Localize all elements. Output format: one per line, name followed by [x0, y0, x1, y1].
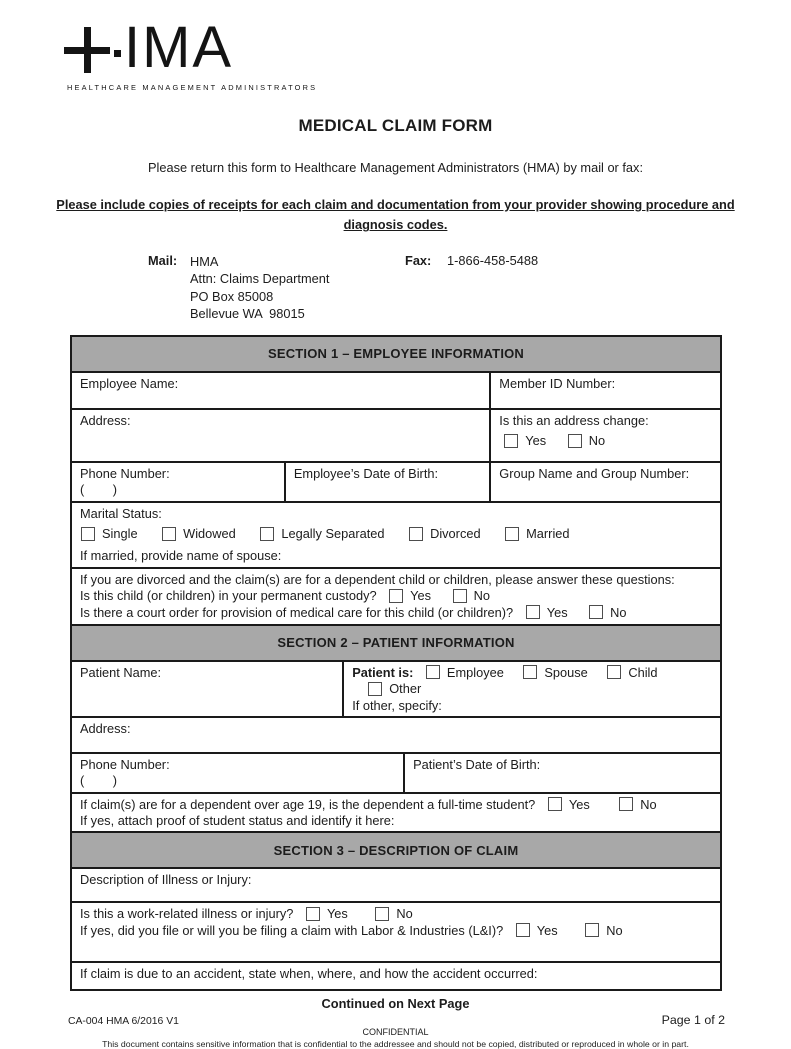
member-id-cell: [489, 373, 720, 408]
checkbox-marital-legally-separated[interactable]: [260, 527, 274, 541]
patient-address-label: Address:: [80, 720, 131, 736]
checkbox-custody-yes[interactable]: [389, 589, 403, 603]
employee-address-label: Address:: [80, 412, 131, 428]
patient-phone-label: Phone Number:: [80, 756, 170, 772]
no-label: No: [610, 604, 627, 620]
mail-line: Bellevue WA 98015: [190, 306, 305, 322]
employee-phone-cell: [72, 463, 284, 501]
marital-married-label: Married: [526, 526, 570, 542]
checkbox-patient-is-child[interactable]: [607, 665, 621, 679]
lni-question: If yes, did you file or will you be filing a claim with Labor & Industries (L&I)?: [80, 922, 504, 938]
patient-phone-cell: [72, 754, 403, 792]
no-label: No: [588, 433, 606, 449]
page-title: MEDICAL CLAIM FORM: [298, 116, 493, 135]
checkbox-patient-is-other[interactable]: [368, 682, 382, 696]
patient-dob-label: Patient’s Date of Birth:: [413, 756, 541, 772]
checkbox-work-related-yes[interactable]: [306, 907, 320, 921]
employee-phone-label: Phone Number:: [80, 465, 170, 481]
dependent-student-cell: [72, 794, 720, 832]
medical-claim-form-page: [0, 15, 791, 1049]
divorced-intro: If you are divorced and the claim(s) are for a dependent child or children, please answer these questions:: [80, 571, 675, 587]
patient-is-cell: [342, 662, 720, 716]
checkbox-marital-widowed[interactable]: [162, 527, 176, 541]
patient-is-label: Patient is:: [352, 664, 414, 680]
patient-dob-cell: [403, 754, 720, 792]
student-proof-note: If yes, attach proof of student status and identify it here:: [80, 813, 395, 829]
intro-text: Please return this form to Healthcare Management Administrators (HMA) by mail or fax:: [148, 160, 643, 175]
checkbox-lni-yes[interactable]: [516, 923, 530, 937]
checkbox-custody-no[interactable]: [453, 589, 467, 603]
checkbox-address-change-yes[interactable]: [504, 434, 518, 448]
checkbox-court-order-no[interactable]: [589, 605, 603, 619]
employee-name-cell: [72, 373, 489, 408]
form-code: CA-004 HMA 6/2016 V1: [68, 1016, 179, 1028]
receipts-instruction: Please include copies of receipts for each claim and documentation from your provider showing procedure and diagnosis codes.: [56, 197, 735, 233]
phone-parens: ( ): [80, 773, 117, 789]
no-label: No: [606, 922, 623, 938]
fax-label: Fax:: [405, 252, 432, 268]
claim-form-table: [70, 335, 722, 992]
patient-name-label: Patient Name:: [80, 664, 162, 680]
mail-line: HMA: [190, 253, 219, 269]
yes-label: Yes: [568, 796, 590, 812]
patient-address-cell: [72, 718, 720, 752]
marital-single-label: Single: [102, 526, 138, 542]
yes-label: Yes: [410, 588, 432, 604]
checkbox-lni-no[interactable]: [585, 923, 599, 937]
custody-question: Is this child (or children) in your permanent custody?: [80, 588, 377, 604]
patient-is-child-label: Child: [628, 664, 658, 680]
address-change-cell: [489, 410, 720, 461]
divorced-questions-cell: [72, 569, 720, 624]
checkbox-address-change-no[interactable]: [568, 434, 582, 448]
patient-name-cell: [72, 662, 342, 716]
work-related-question: Is this a work-related illness or injury?: [80, 906, 294, 922]
no-label: No: [640, 796, 657, 812]
checkbox-work-related-no[interactable]: [375, 907, 389, 921]
member-id-label: Member ID Number:: [499, 375, 616, 391]
work-related-cell: [72, 903, 720, 961]
confidential-label: CONFIDENTIAL: [362, 1027, 429, 1038]
patient-is-employee-label: Employee: [446, 664, 504, 680]
phone-parens: ( ): [80, 482, 117, 498]
marital-widowed-label: Widowed: [183, 526, 236, 542]
employee-dob-label: Employee’s Date of Birth:: [293, 465, 439, 481]
yes-label: Yes: [326, 906, 348, 922]
checkbox-marital-married[interactable]: [505, 527, 519, 541]
illness-description-label: Description of Illness or Injury:: [80, 872, 252, 888]
section1-header: SECTION 1 – EMPLOYEE INFORMATION: [72, 337, 720, 371]
employee-address-cell: [72, 410, 489, 461]
employee-dob-cell: [284, 463, 489, 501]
section2-header: SECTION 2 – PATIENT INFORMATION: [72, 626, 720, 660]
checkbox-marital-single[interactable]: [81, 527, 95, 541]
yes-label: Yes: [536, 922, 558, 938]
no-label: No: [473, 588, 490, 604]
mail-fax-block: [0, 253, 791, 327]
no-label: No: [396, 906, 413, 922]
logo-tagline: HEALTHCARE MANAGEMENT ADMINISTRATORS: [67, 83, 318, 92]
checkbox-court-order-yes[interactable]: [526, 605, 540, 619]
logo-dot-icon: [114, 50, 121, 57]
patient-is-spouse-label: Spouse: [544, 664, 588, 680]
mail-address: [190, 253, 329, 323]
marital-legally-separated-label: Legally Separated: [281, 526, 385, 542]
marital-status-label: Marital Status:: [80, 505, 162, 521]
court-order-question: Is there a court order for provision of medical care for this child (or children)?: [80, 604, 514, 620]
yes-label: Yes: [546, 604, 568, 620]
continued-note: Continued on Next Page: [321, 996, 470, 1012]
mail-line: Attn: Claims Department: [190, 271, 330, 287]
illness-description-cell: [72, 869, 720, 901]
checkbox-student-no[interactable]: [619, 797, 633, 811]
logo-text: IMA: [124, 15, 234, 80]
fax-number: 1-866-458-5488: [447, 252, 539, 268]
mail-label: Mail:: [148, 252, 178, 268]
group-cell: [489, 463, 720, 501]
spouse-name-label: If married, provide name of spouse:: [80, 548, 282, 564]
yes-label: Yes: [525, 433, 547, 449]
mail-line: PO Box 85008: [190, 288, 274, 304]
marital-status-cell: [72, 503, 720, 567]
address-change-label: Is this an address change:: [499, 412, 649, 428]
dependent-question: If claim(s) are for a dependent over age 19, is the dependent a full-time student?: [80, 796, 536, 812]
other-specify-label: If other, specify:: [352, 697, 442, 713]
checkbox-patient-is-spouse[interactable]: [523, 665, 537, 679]
page-number: Page 1 of 2: [661, 1013, 725, 1028]
checkbox-marital-divorced[interactable]: [409, 527, 423, 541]
confidentiality-notice: This document contains sensitive information that is confidential to the addressee and should not be copied, distributed or reproduced in whole or in part.: [102, 1039, 689, 1049]
accident-cell: [72, 963, 720, 989]
checkbox-student-yes[interactable]: [548, 797, 562, 811]
accident-label: If claim is due to an accident, state when, where, and how the accident occurred:: [80, 966, 538, 982]
patient-is-other-label: Other: [389, 681, 422, 697]
section3-header: SECTION 3 – DESCRIPTION OF CLAIM: [72, 833, 720, 867]
logo-plus-icon: [64, 27, 110, 73]
checkbox-patient-is-employee[interactable]: [426, 665, 440, 679]
marital-divorced-label: Divorced: [430, 526, 481, 542]
group-label: Group Name and Group Number:: [499, 465, 690, 481]
hma-logo: [64, 15, 791, 92]
employee-name-label: Employee Name:: [80, 375, 179, 391]
